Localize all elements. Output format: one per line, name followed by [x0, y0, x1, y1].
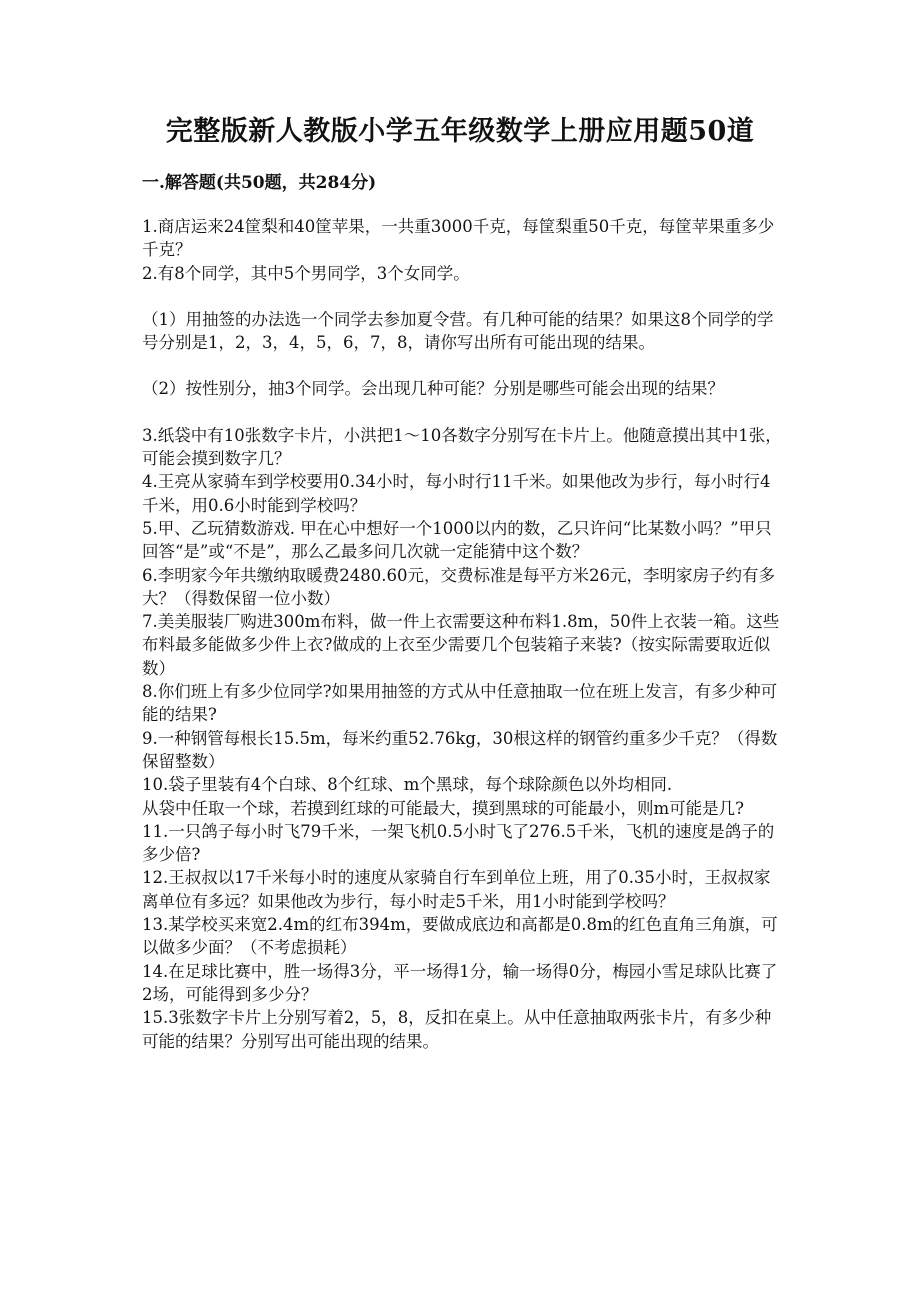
question-6: 6.李明家今年共缴纳取暖费2480.60元，交费标准是每平方米26元，李明家房子约有多大？（得数保留一位小数）	[142, 565, 775, 608]
question-list	[142, 215, 782, 1053]
question-4: 4.王亮从家骑车到学校要用0.34小时，每小时行11千米。如果他改为步行，每小时行4千米，用0.6小时能到学校吗？	[142, 472, 771, 515]
question-5: 5.甲、乙玩猜数游戏. 甲在心中想好一个1000以内的数，乙只许问“比某数小吗？”甲只回答“是”或“不是”，那么乙最多问几次就一定能猜中这个数？	[142, 518, 772, 562]
question-7: 7.美美服装厂购进300m布料，做一件上衣需要这种布料1.8m，50件上衣装一箱。这些布料最多能做多少件上衣?做成的上衣至少需要几个包装箱子来装?（按实际需要取近似数）	[142, 612, 780, 678]
question-3: 3.纸袋中有10张数字卡片，小洪把1～10各数字分别写在卡片上。他随意摸出其中1张，可能会摸到数字几？	[142, 425, 782, 469]
question-11: 11.一只鸽子每小时飞79千米，一架飞机0.5小时飞了276.5千米，飞机的速度是鸽子的多少倍?	[142, 821, 775, 865]
question-10-continued: 从袋中任取一个球，若摸到红球的可能最大，摸到黑球的可能最小，则m可能是几?	[142, 798, 744, 818]
question-2: 2.有8个同学，其中5个男同学，3个女同学。	[142, 263, 470, 283]
section-heading: 一.解答题(共50题，共284分)	[142, 173, 377, 193]
question-9: 9.一种钢管每根长15.5m，每米约重52.76kg，30根这样的钢管约重多少千克？（得数保留整数）	[142, 728, 778, 771]
question-1: 1.商店运来24筐梨和40筐苹果，一共重3000千克，每筐梨重50千克，每筐苹果重多少千克？	[142, 217, 775, 260]
question-10: 10.袋子里装有4个白球、8个红球、m个黑球，每个球除颜色以外均相同.	[142, 775, 673, 795]
question-13: 13.某学校买来宽2.4m的红布394m，要做成底边和高都是0.8m的红色直角三角旗，可以做多少面？（不考虑损耗）	[142, 915, 778, 958]
question-8: 8.你们班上有多少位同学?如果用抽签的方式从中任意抽取一位在班上发言，有多少种可能的结果?	[142, 682, 778, 725]
question-12: 12.王叔叔以17千米每小时的速度从家骑自行车到单位上班，用了0.35小时，王叔叔家离单位有多远？如果他改为步行，每小时走5千米，用1小时能到学校吗？	[142, 868, 771, 911]
question-2-part-2: （2）按性别分，抽3个同学。会出现几种可能？分别是哪些可能会出现的结果？	[142, 379, 724, 399]
document-title: 完整版新人教版小学五年级数学上册应用题50道	[165, 116, 755, 147]
question-14: 14.在足球比赛中，胜一场得3分，平一场得1分，输一场得0分，梅园小雪足球队比赛了2场，可能得到多少分？	[142, 961, 778, 1004]
question-2-part-1: （1）用抽签的办法选一个同学去参加夏令营。有几种可能的结果？如果这8个同学的学号分别是1，2，3，4，5，6，7，8，请你写出所有可能出现的结果。	[142, 309, 774, 353]
question-15: 15.3张数字卡片上分别写着2，5，8，反扣在桌上。从中任意抽取两张卡片，有多少种可能的结果？分别写出可能出现的结果。	[142, 1008, 772, 1051]
